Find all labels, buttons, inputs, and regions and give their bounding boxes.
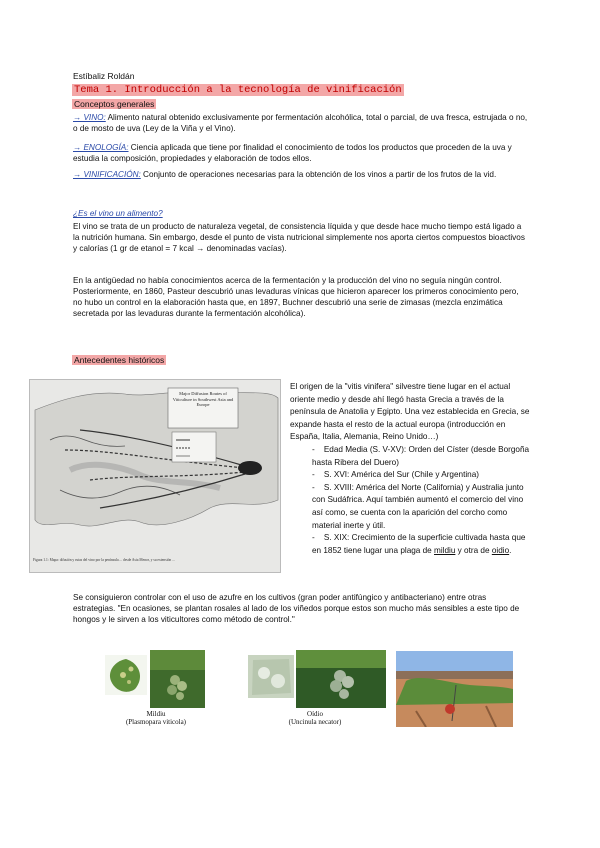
origen-column: [290, 381, 530, 557]
vino-term: → VINO:: [73, 113, 106, 122]
alimento-question: [73, 209, 528, 220]
enologia-text: Ciencia aplicada que tiene por finalidad el conocimiento de todos los productos que proceden de la uva y estudia la composición, propiedades y elaboración de todos ellos.: [73, 143, 512, 163]
vino-text: Alimento natural obtenido exclusivamente por fermentación alcohólica, total o parcial, de uva fresca, estrujada o no, o de mosto de uva (Ley de la Viña y el Vino).: [73, 113, 528, 133]
oidio-leaf-image: [248, 655, 294, 698]
vineyard-roses-photo: [396, 651, 513, 727]
bullet-edad-media-text: Edad Media (S. V-XV): Orden del Císter (desde Borgoña hasta Ribera del Duero): [312, 444, 530, 467]
page-title: Tema 1. Introducción a la tecnología de vinificación: [74, 84, 402, 96]
bullet-dash: -: [312, 482, 315, 492]
alimento-question-text: ¿Es el vino un alimento?: [73, 209, 163, 218]
vino-definition: [73, 113, 528, 135]
section-conceptos: [72, 99, 156, 110]
map-legend-title: Major Diffusion Routes of Viticulture in Southwest Asia and Europe: [172, 391, 234, 407]
oidio-grape-photo: [296, 650, 386, 708]
oidio-caption: [280, 710, 350, 726]
alimento-paragraph-2: En la antigüedad no había conocimientos acerca de la fermentación y la producción del vino no seguía ningún control. Posteriormente, en 1860, Pasteur descubrió unas levaduras vínicas que hicieron aparecer los primeros conocimiento pero, no hubo un control en la elaboración hasta que, en 1897, Buchner descubrió una serie de zimasas (mezcla enzimática secretada por las levaduras durante la fermentación alcohólica).: [73, 276, 519, 318]
bullet-dash: -: [312, 470, 315, 480]
alimento-paragraph-1: El vino se trata de un producto de naturaleza vegetal, de consistencia líquida y que desde hace mucho tiempo está ligado a la nutrición humana. Sin embargo, desde el punto de vista nutricional simplemente nos aporta ciertos compuestos bioactivos y calorías (1 gr de etanol = 7 kcal → denominadas vacías).: [73, 222, 525, 253]
control-paragraph: Se consiguieron controlar con el uso de azufre en los cultivos (gran poder antifúngico y antibacteriano) entre otras estrategias. "En ocasiones, se plantan rosales al lado de los viñedos porque estos son mucho más sensibles a este tipo de hongos y le sirven a los viticultores como método de control.": [73, 593, 520, 624]
bullet-s19-text-a: S. XIX: Crecimiento de la superficie cultivada hasta que en 1852 tiene lugar una plaga de: [312, 533, 526, 555]
mildiu-caption-scientific: (Plasmopara viticola): [125, 718, 187, 726]
oidio-caption-name: Oídio: [307, 710, 323, 718]
diffusion-map-drawing: [30, 380, 280, 572]
mildiu-link-text: mildiu: [434, 545, 456, 555]
oidio-grape-image: [296, 650, 386, 708]
enologia-definition: [73, 143, 528, 165]
mildiu-caption: [120, 710, 192, 726]
bullet-s16-text: S. XVI: América del Sur (Chile y Argentina): [323, 470, 480, 480]
bullet-edad-media: [290, 444, 530, 469]
diffusion-map-figure: [29, 379, 281, 573]
vineyard-roses-image: [396, 651, 513, 727]
section-conceptos-heading: Conceptos generales: [74, 99, 155, 109]
bullet-s19: [290, 532, 530, 557]
mildiu-leaf-image: [105, 655, 147, 695]
section-antecedentes-heading: Antecedentes históricos: [74, 355, 165, 365]
mildiu-grape-image: [150, 650, 205, 708]
vinificacion-term: → VINIFICACIÓN:: [73, 170, 141, 179]
bullet-s16: [290, 469, 530, 482]
bullet-s18: [290, 482, 530, 532]
section-antecedentes: [72, 355, 166, 366]
map-caption: Figura 1.1: Mapa: difusión y rutas del vino por la península ... desde Asia Menor, y su extensión ...: [33, 558, 175, 562]
enologia-term: → ENOLOGÍA:: [73, 143, 129, 152]
bullet-s19-text-c: .: [509, 545, 512, 555]
vinificacion-text: Conjunto de operaciones necesarias para la obtención de los vinos a partir de los frutos de la vid.: [140, 170, 497, 179]
mildiu-caption-name: Mildiu: [146, 710, 166, 718]
oidio-link-text: oidio: [491, 545, 510, 555]
oidio-leaf-photo: [248, 655, 294, 698]
mildiu-grape-photo: [150, 650, 205, 708]
origen-text: El origen de la "vitis vinifera" silvestre tiene lugar en el actual oriente medio y desde ahí llegó hasta Grecia a través de la península de Anatolia y Egipto. Una vez establecida en Grecia, se expande hasta el resto de la actual europa (introducción en España, Italia, Alemania, Reino Unido…): [290, 382, 530, 442]
vinificacion-definition: [73, 170, 528, 181]
author-name: Estíbaliz Roldán: [73, 71, 135, 81]
bullet-s18-text: S. XVIII: América del Norte (California) y Australia junto con Sudáfrica. Aquí también aumentó el comercio del vino así como, se cuenta con la aparición del corcho como material inerte y útil.: [312, 482, 524, 530]
oidio-caption-scientific: (Uncinula necator): [288, 718, 342, 726]
mildiu-leaf-photo: [105, 655, 147, 695]
bullet-s19-text-b: y otra de: [455, 545, 492, 555]
bullet-dash: -: [312, 444, 315, 454]
bullet-dash: -: [312, 533, 315, 543]
